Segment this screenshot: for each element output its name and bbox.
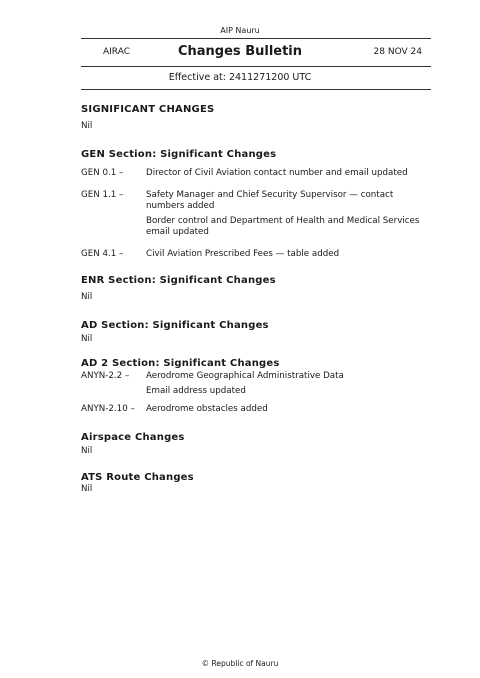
section-title-airspace: Airspace Changes: [81, 432, 185, 443]
section-body-significant: Nil: [81, 121, 93, 131]
section-body-ad: Nil: [81, 334, 93, 344]
section-body-airspace: Nil: [81, 446, 93, 456]
section-title-ad: AD Section: Significant Changes: [81, 320, 269, 331]
ad2-entry: [81, 371, 431, 397]
entry-description: Director of Civil Aviation contact number and email updated: [146, 168, 408, 178]
header-rule-top: [81, 38, 431, 39]
page-footer: © Republic of Nauru: [201, 659, 279, 668]
entry-description-group: [146, 190, 431, 238]
publication-date: 28 NOV 24: [373, 47, 422, 57]
section-title-gen: GEN Section: Significant Changes: [81, 149, 277, 160]
gen-entry: [81, 190, 431, 238]
section-title-ad2: AD 2 Section: Significant Changes: [81, 358, 280, 369]
entry-description: Email address updated: [146, 386, 246, 396]
section-title-enr: ENR Section: Significant Changes: [81, 275, 276, 286]
entry-description: Aerodrome Geographical Administrative Data: [146, 371, 344, 381]
header-rule-bottom: [81, 89, 431, 90]
section-body-ats: Nil: [81, 484, 93, 494]
section-title-ats: ATS Route Changes: [81, 472, 194, 483]
entry-description: Aerodrome obstacles added: [146, 404, 268, 414]
entry-code: GEN 4.1 –: [81, 249, 124, 259]
page-title: Changes Bulletin: [177, 44, 303, 59]
entry-code: GEN 0.1 –: [81, 168, 124, 178]
section-body-enr: Nil: [81, 292, 93, 302]
airac-label: AIRAC: [103, 47, 130, 57]
ad2-entry: [81, 404, 431, 415]
gen-entry: [81, 249, 431, 260]
entry-description: Civil Aviation Prescribed Fees — table added: [146, 249, 340, 259]
entry-code: ANYN-2.10 –: [81, 404, 135, 414]
entry-description-group: [146, 371, 431, 397]
entry-description: Border control and Department of Health and Medical Services email updated: [146, 216, 420, 237]
entry-code: ANYN-2.2 –: [81, 371, 130, 381]
entry-description: Safety Manager and Chief Security Supervisor — contact numbers added: [146, 190, 394, 211]
entry-code: GEN 1.1 –: [81, 190, 124, 200]
header-rule-middle: [81, 66, 431, 67]
gen-entry: [81, 168, 431, 179]
section-title-significant: SIGNIFICANT CHANGES: [81, 104, 215, 115]
effective-date: Effective at: 2411271200 UTC: [168, 72, 312, 83]
bulletin-content: [81, 103, 431, 495]
running-head: AIP Nauru: [220, 26, 260, 35]
